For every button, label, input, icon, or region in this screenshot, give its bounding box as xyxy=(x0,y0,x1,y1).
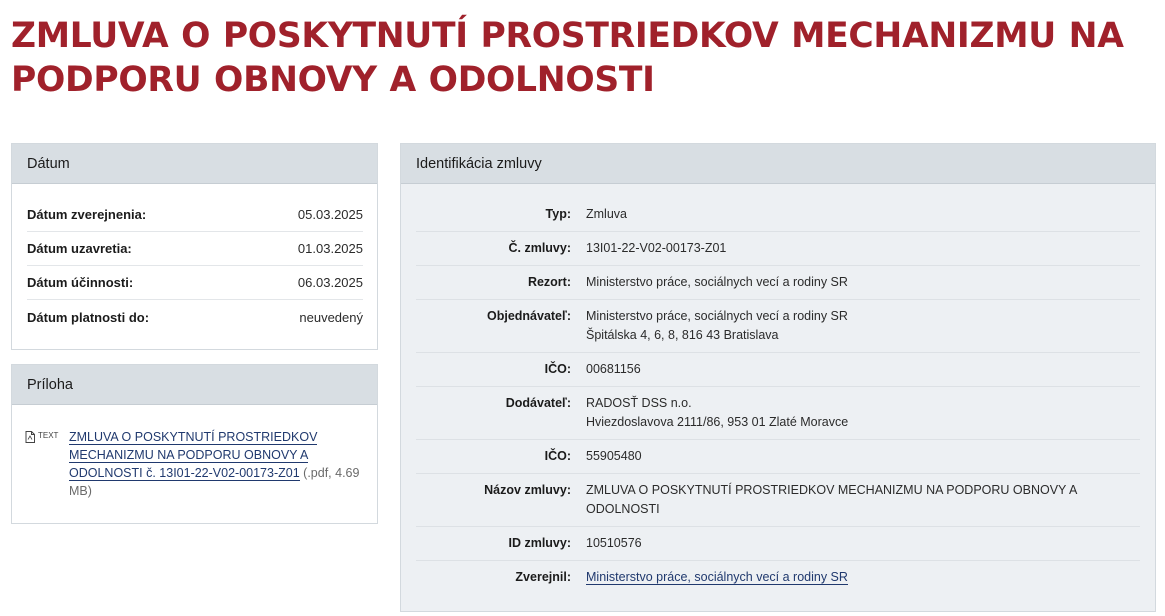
ident-value xyxy=(586,394,1140,432)
date-value: neuvedený xyxy=(299,309,363,325)
ident-label: Dodávateľ: xyxy=(505,396,571,410)
attachment-panel xyxy=(11,364,378,524)
ident-value-line: 00681156 xyxy=(586,362,641,376)
ident-value-line: 13I01-22-V02-00173-Z01 xyxy=(586,241,727,255)
ident-label: IČO: xyxy=(544,362,571,376)
date-panel xyxy=(11,143,378,350)
ident-value-line: Ministerstvo práce, sociálnych vecí a rodiny SR xyxy=(586,309,848,323)
ident-value xyxy=(586,307,1140,345)
attachment-panel-heading: Príloha xyxy=(12,365,377,405)
ident-value-line: ODOLNOSTI xyxy=(586,502,660,516)
ident-value-line: Zmluva xyxy=(586,207,627,221)
date-list xyxy=(12,184,377,334)
ident-value xyxy=(586,447,1140,466)
date-row-effective xyxy=(27,266,363,300)
ident-row-supplier xyxy=(416,387,1140,440)
ident-row-department xyxy=(416,266,1140,300)
date-value: 05.03.2025 xyxy=(297,207,363,222)
ident-label: Č. zmluvy: xyxy=(508,241,571,255)
publisher-link[interactable]: Ministerstvo práce, sociálnych vecí a rodiny SR xyxy=(586,570,848,584)
date-label: Dátum účinnosti: xyxy=(27,275,134,290)
ident-label: Rezort: xyxy=(527,275,571,289)
attachment-link[interactable]: ZMLUVA O POSKYTNUTÍ PROSTRIEDKOV MECHANIZMU NA PODPORU OBNOVY A ODOLNOSTI č. 13I01-22-V02-00173-Z01 xyxy=(69,430,318,480)
ident-row-client xyxy=(416,300,1140,353)
ident-value-line: Hviezdoslavova 2111/86, 953 01 Zlaté Moravce xyxy=(586,415,849,429)
ident-row-contract-number xyxy=(416,232,1140,266)
identification-list xyxy=(401,184,1155,595)
date-label: Dátum platnosti do: xyxy=(27,309,150,325)
attachment-body xyxy=(69,428,363,500)
date-value: 01.03.2025 xyxy=(297,241,363,256)
attachment-file-meta: (.pdf, 4.69 MB) xyxy=(69,466,360,498)
ident-row-client-ico xyxy=(416,353,1140,387)
ident-value xyxy=(586,481,1140,519)
date-panel-heading: Dátum xyxy=(12,144,377,184)
ident-value xyxy=(586,273,1140,292)
ident-value xyxy=(586,360,1140,379)
ident-value-line: RADOSŤ DSS n.o. xyxy=(586,396,692,410)
contract-identification-panel xyxy=(400,143,1156,612)
ident-row-contract-name xyxy=(416,474,1140,527)
ident-row-contract-id xyxy=(416,527,1140,561)
ident-value xyxy=(586,205,1140,224)
date-row-concluded xyxy=(27,232,363,266)
ident-label: IČO: xyxy=(544,449,571,463)
contract-identification-heading: Identifikácia zmluvy xyxy=(401,144,1155,184)
date-value: 06.03.2025 xyxy=(297,275,363,290)
ident-value xyxy=(586,239,1140,258)
date-row-published xyxy=(27,198,363,232)
ident-value-line: Špitálska 4, 6, 8, 816 43 Bratislava xyxy=(586,328,779,342)
ident-label: Typ: xyxy=(545,207,571,221)
date-label: Dátum zverejnenia: xyxy=(27,207,147,222)
ident-value-line: 55905480 xyxy=(586,449,642,463)
page-title: ZMLUVA O POSKYTNUTÍ PROSTRIEDKOV MECHANIZMU NA PODPORU OBNOVY A ODOLNOSTI xyxy=(11,16,1124,100)
ident-row-type xyxy=(416,198,1140,232)
ident-label: ID zmluvy: xyxy=(508,536,571,550)
ident-value-line: ZMLUVA O POSKYTNUTÍ PROSTRIEDKOV MECHANIZMU NA PODPORU OBNOVY A xyxy=(586,483,1078,497)
attachment-type-label: TEXT xyxy=(38,431,59,440)
ident-value-line: Ministerstvo práce, sociálnych vecí a rodiny SR xyxy=(586,275,848,289)
ident-value-line: 10510576 xyxy=(586,536,642,550)
ident-value xyxy=(586,534,1140,553)
date-row-valid-until xyxy=(27,300,363,334)
ident-label: Objednávateľ: xyxy=(486,309,571,323)
ident-label: Zverejnil: xyxy=(515,570,571,584)
ident-row-supplier-ico xyxy=(416,440,1140,474)
pdf-file-icon xyxy=(25,428,69,500)
ident-value xyxy=(586,568,1140,588)
ident-row-published-by xyxy=(416,561,1140,595)
attachment-item xyxy=(12,405,377,500)
ident-label: Názov zmluvy: xyxy=(484,483,571,497)
date-label: Dátum uzavretia: xyxy=(27,241,132,256)
